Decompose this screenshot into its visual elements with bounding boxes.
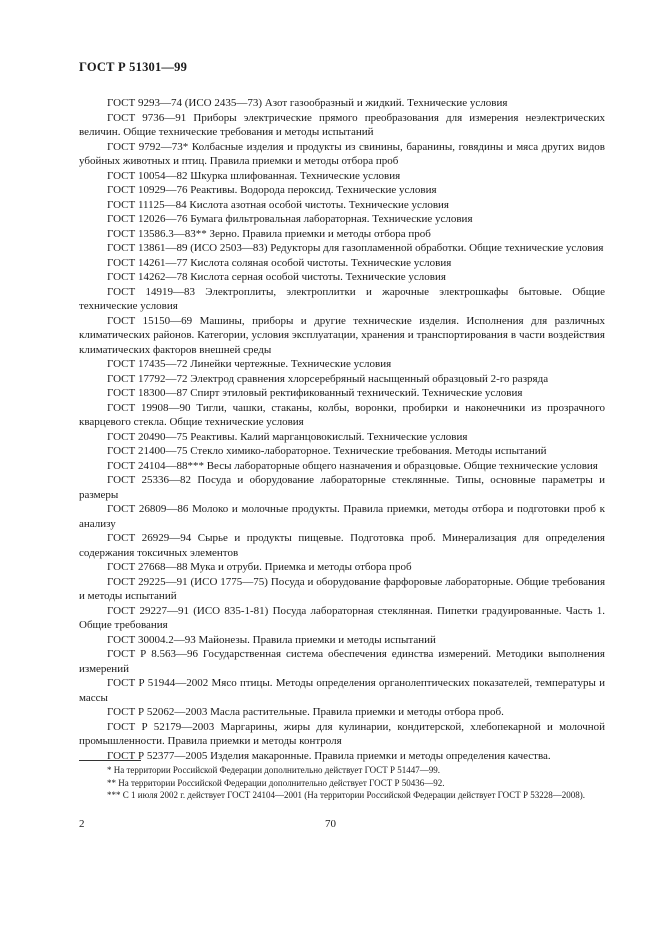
reference-item: ГОСТ 24104—88*** Весы лабораторные общего назначения и образцовые. Общие технические условия [107, 459, 598, 472]
reference-item: ГОСТ 9736—91 Приборы электрические прямого преобразования для измерения неэлектрических величин. Общие технические требования и методы испытаний [79, 111, 605, 138]
page-number-local: 2 [79, 818, 85, 830]
reference-item: ГОСТ Р 52377—2005 Изделия макаронные. Правила приемки и методы определения качества. [107, 749, 551, 762]
reference-item: ГОСТ 14262—78 Кислота серная особой чистоты. Технические условия [107, 271, 446, 283]
footnote: ** На территории Российской Федерации дополнительно действует ГОСТ Р 50436—92. [107, 777, 445, 788]
reference-item: ГОСТ Р 51944—2002 Мясо птицы. Методы определения органолептических показателей, температуры и массы [79, 677, 605, 704]
reference-item: ГОСТ 9792—73* Колбасные изделия и продукты из свинины, баранины, говядины и мяса других видов убойных животных и птиц. Правила приемки и методы отбора проб [79, 140, 605, 167]
document-header: ГОСТ Р 51301—99 [79, 60, 188, 74]
reference-item: ГОСТ 10929—76 Реактивы. Водорода пероксид. Технические условия [107, 184, 437, 196]
reference-item: ГОСТ 30004.2—93 Майонезы. Правила приемки и методы испытаний [107, 633, 436, 646]
reference-item: ГОСТ 29225—91 (ИСО 1775—75) Посуда и оборудование фарфоровые лабораторные. Общие требования и методы испытаний [79, 575, 605, 602]
reference-item: ГОСТ 26929—94 Сырье и продукты пищевые. Подготовка проб. Минерализация для определения содержания токсичных элементов [79, 532, 605, 559]
reference-item: ГОСТ 14919—83 Электроплиты, электроплитки и жарочные электрошкафы бытовые. Общие технические условия [79, 285, 605, 312]
reference-item: ГОСТ 18300—87 Спирт этиловый ректификованный технический. Технические условия [107, 387, 523, 399]
reference-item: ГОСТ 17792—72 Электрод сравнения хлорсеребряный насыщенный образцовый 2-го разряда [107, 372, 549, 385]
reference-item: ГОСТ 20490—75 Реактивы. Калий марганцовокислый. Технические условия [107, 430, 468, 443]
reference-item: ГОСТ 27668—88 Мука и отруби. Приемка и методы отбора проб [107, 561, 412, 573]
reference-item: ГОСТ 19908—90 Тигли, чашки, стаканы, колбы, воронки, пробирки и наконечники из прозрачного кварцевого стекла. Общие технические условия [79, 401, 605, 428]
reference-item: ГОСТ 13861—89 (ИСО 2503—83) Редукторы для газопламенной обработки. Общие технические условия [107, 242, 604, 254]
reference-item: ГОСТ 26809—86 Молоко и молочные продукты. Правила приемки, методы отбора и подготовки проб к анализу [79, 503, 605, 530]
reference-item: ГОСТ 21400—75 Стекло химико-лабораторное. Технические требования. Методы испытаний [107, 445, 547, 457]
reference-item: ГОСТ 12026—76 Бумага фильтровальная лабораторная. Технические условия [107, 213, 473, 225]
reference-item: ГОСТ 10054—82 Шкурка шлифованная. Технические условия [107, 169, 401, 182]
page-number-global: 70 [325, 818, 336, 830]
reference-item: ГОСТ 17435—72 Линейки чертежные. Технические условия [107, 358, 392, 370]
reference-item: ГОСТ Р 52179—2003 Маргарины, жиры для кулинарии, кондитерской, хлебопекарной и молочной промышленности. Правила приемки и методы контроля [79, 720, 605, 747]
footnotes [79, 764, 605, 802]
reference-item: ГОСТ 11125—84 Кислота азотная особой чистоты. Технические условия [107, 198, 449, 211]
reference-item: ГОСТ 15150—69 Машины, приборы и другие технические изделия. Исполнения для различных климатических районов. Категории, условия эксплуатации, хранения и транспортирования в части воздействия климатических факторов внешней среды [79, 314, 605, 356]
footnote-separator [79, 760, 141, 761]
reference-item: ГОСТ Р 52062—2003 Масла растительные. Правила приемки и методы отбора проб. [107, 706, 504, 718]
reference-item: ГОСТ Р 8.563—96 Государственная система обеспечения единства измерений. Методики выполнения измерений [79, 648, 605, 675]
footnote: * На территории Российской Федерации дополнительно действует ГОСТ Р 51447—99. [107, 765, 440, 775]
reference-item: ГОСТ 14261—77 Кислота соляная особой чистоты. Технические условия [107, 256, 452, 269]
references-list [79, 96, 605, 763]
reference-item: ГОСТ 9293—74 (ИСО 2435—73) Азот газообразный и жидкий. Технические условия [107, 97, 508, 109]
footnote: *** С 1 июля 2002 г. действует ГОСТ 24104—2001 (На территории Российской Федерации действует ГОСТ Р 53228—2008). [107, 790, 585, 800]
reference-item: ГОСТ 25336—82 Посуда и оборудование лабораторные стеклянные. Типы, основные параметры и размеры [79, 474, 605, 501]
reference-item: ГОСТ 13586.3—83** Зерно. Правила приемки и методы отбора проб [107, 227, 431, 240]
reference-item: ГОСТ 29227—91 (ИСО 835-1-81) Посуда лабораторная стеклянная. Пипетки градуированные. Часть 1. Общие требования [79, 604, 605, 631]
